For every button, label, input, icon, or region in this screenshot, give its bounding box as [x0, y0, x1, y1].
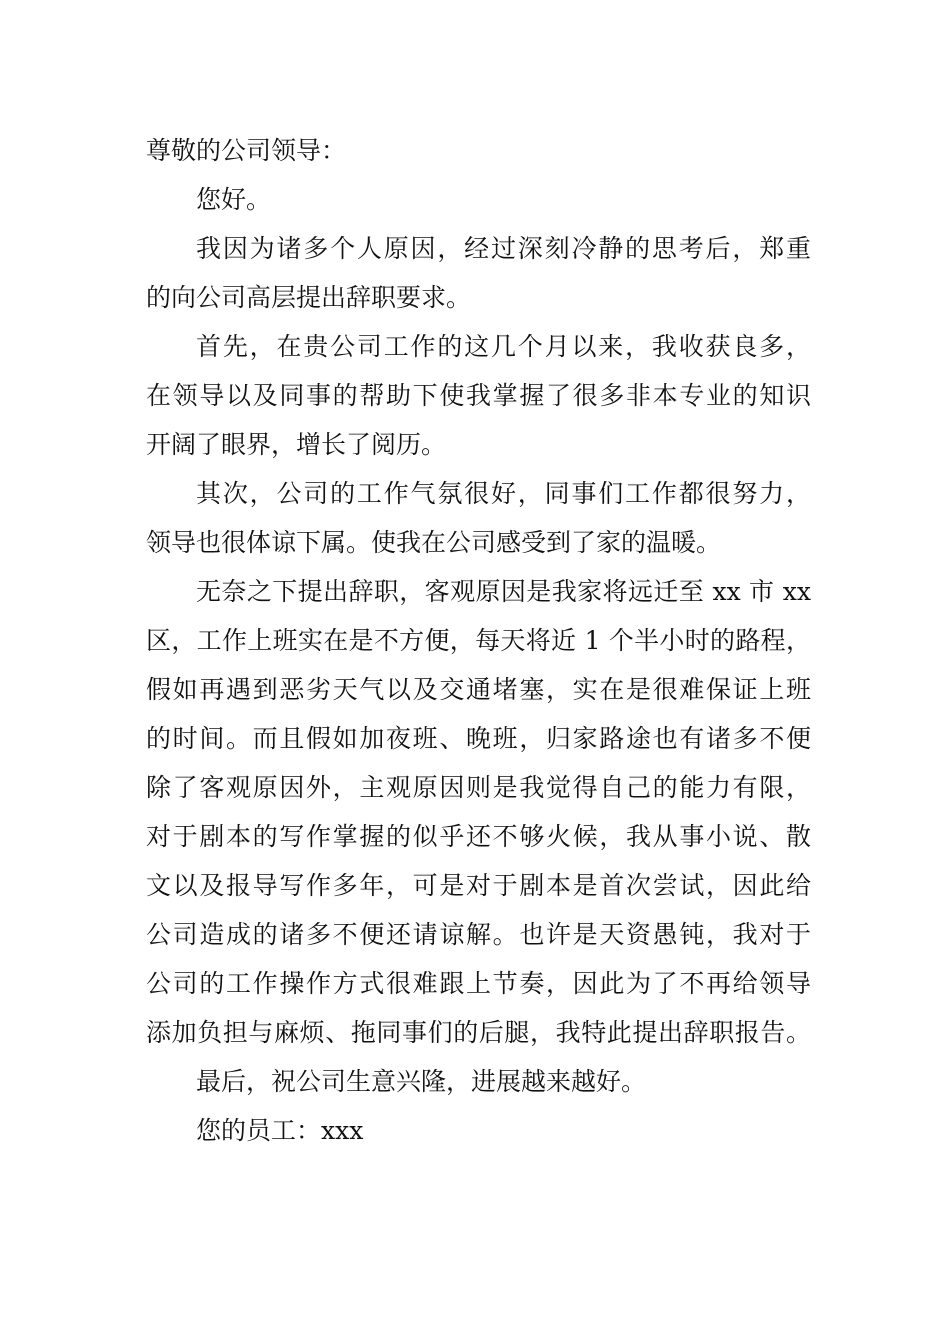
closing-line: 最后，祝公司生意兴隆，进展越来越好。	[196, 1067, 647, 1096]
paragraph-line: 假如再遇到恶劣天气以及交通堵塞，实在是很难保证上班	[146, 675, 811, 704]
paragraph-line: 领导也很体谅下属。使我在公司感受到了家的温暖。	[146, 528, 722, 557]
paragraph-line: 对于剧本的写作掌握的似乎还不够火候，我从事小说、散	[146, 822, 811, 851]
paragraph-line: 的时间。而且假如加夜班、晚班，归家路途也有诸多不便	[146, 724, 811, 753]
paragraph-line: 除了客观原因外，主观原因则是我觉得自己的能力有限，	[146, 773, 811, 802]
paragraph-line: 无奈之下提出辞职，客观原因是我家将远迁至 xx 市 xx	[196, 577, 811, 606]
greeting: 您好。	[196, 185, 272, 214]
paragraph-line: 的向公司高层提出辞职要求。	[146, 283, 472, 312]
paragraph-line: 首先，在贵公司工作的这几个月以来，我收获良多，	[196, 332, 811, 361]
paragraph-line: 文以及报导写作多年，可是对于剧本是首次尝试，因此给	[146, 871, 811, 900]
paragraph-line: 开阔了眼界，增长了阅历。	[146, 430, 447, 459]
paragraph-line: 我因为诸多个人原因，经过深刻冷静的思考后，郑重	[196, 234, 811, 263]
paragraph-line: 公司的工作操作方式很难跟上节奏，因此为了不再给领导	[146, 969, 811, 998]
signature-line: 您的员工：xxx	[196, 1116, 364, 1145]
paragraph-line: 添加负担与麻烦、拖同事们的后腿，我特此提出辞职报告。	[146, 1018, 811, 1047]
paragraph-line: 区，工作上班实在是不方便，每天将近 1 个半小时的路程，	[146, 626, 811, 655]
paragraph-line: 公司造成的诸多不便还请谅解。也许是天资愚钝，我对于	[146, 920, 811, 949]
paragraph-line: 其次，公司的工作气氛很好，同事们工作都很努力，	[196, 479, 811, 508]
salutation: 尊敬的公司领导：	[146, 136, 347, 165]
resignation-letter	[146, 126, 811, 1155]
paragraph-line: 在领导以及同事的帮助下使我掌握了很多非本专业的知识	[146, 381, 811, 410]
